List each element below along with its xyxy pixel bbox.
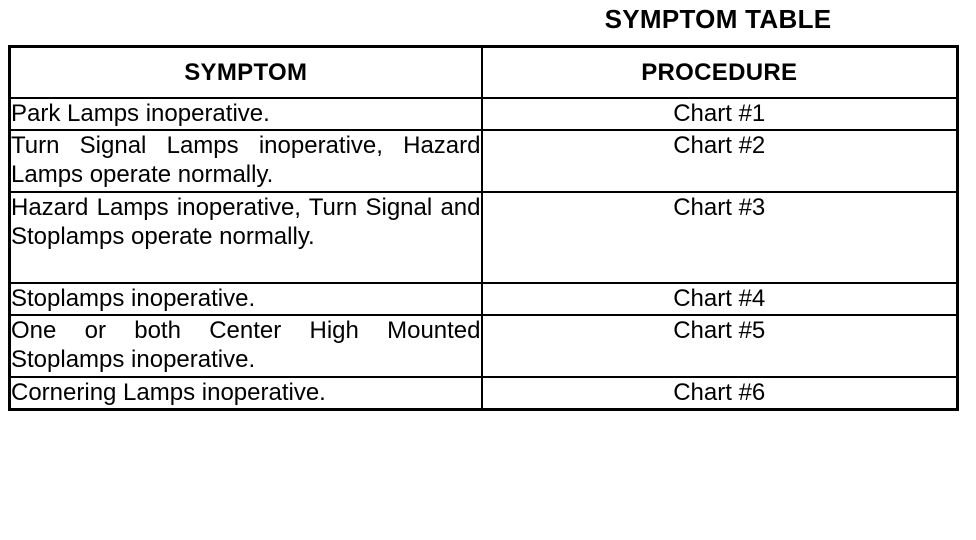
- table-row: [10, 315, 958, 377]
- symptom-cell: Park Lamps inoperative.: [10, 98, 482, 130]
- table-row: [10, 98, 958, 130]
- procedure-cell: Chart #2: [482, 130, 958, 192]
- procedure-cell: Chart #6: [482, 377, 958, 410]
- header-row: [10, 47, 958, 99]
- symptom-cell: Hazard Lamps inoperative, Turn Signal and Stoplamps operate normally.: [10, 192, 482, 283]
- procedure-column-header: PROCEDURE: [482, 47, 958, 99]
- symptom-table: [8, 45, 959, 411]
- procedure-cell: Chart #4: [482, 283, 958, 315]
- table-row: [10, 283, 958, 315]
- table-row: [10, 192, 958, 283]
- symptom-cell: Stoplamps inoperative.: [10, 283, 482, 315]
- symptom-cell: Cornering Lamps inoperative.: [10, 377, 482, 410]
- page-title: SYMPTOM TABLE: [604, 4, 832, 34]
- procedure-cell: Chart #1: [482, 98, 958, 130]
- procedure-cell: Chart #5: [482, 315, 958, 377]
- procedure-cell: Chart #3: [482, 192, 958, 283]
- table-row: [10, 377, 958, 410]
- symptom-column-header: SYMPTOM: [10, 47, 482, 99]
- symptom-cell: One or both Center High Mounted Stoplamps inoperative.: [10, 315, 482, 377]
- symptom-cell: Turn Signal Lamps inoperative, Hazard Lamps operate normally.: [10, 130, 482, 192]
- table-row: [10, 130, 958, 192]
